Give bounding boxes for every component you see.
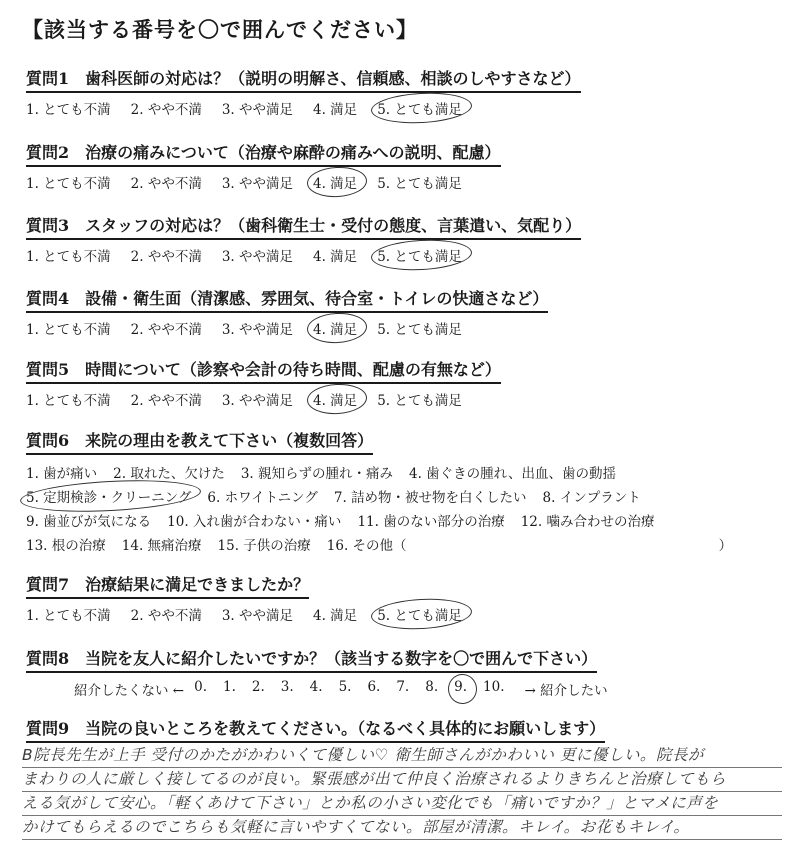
question-1 [26,66,786,118]
question-4 [26,286,786,338]
question-title [26,66,581,93]
option-4[interactable]: 4. 歯ぐきの腫れ、出血、歯の動揺 [409,466,616,482]
scale-1[interactable]: 1. [223,679,236,695]
question-title [26,572,309,599]
scale-3[interactable]: 3. [280,679,294,695]
option-list [26,604,786,624]
option-5[interactable]: 5. 定期検診・クリーニング [26,486,191,506]
option-3[interactable]: 3. やや満足 [221,102,294,118]
question-text: 時間について（診察や会計の待ち時間、配慮の有無など） [85,360,501,379]
option-10[interactable]: 10. 入れ歯が合わない・痛い [167,514,342,530]
option-5[interactable]: 5. とても満足 [377,393,462,409]
option-list [26,318,786,338]
other-close-paren: ） [718,538,733,554]
option-2[interactable]: 2. やや不満 [130,322,202,338]
option-5[interactable]: 5. とても満足 [377,176,462,192]
option-5[interactable]: 5. とても満足 [377,322,462,338]
question-title [26,286,548,313]
option-row [26,484,786,508]
page-header: 【該当する番号を〇で囲んでください】 [22,17,418,42]
question-text: 治療の痛みについて（治療や麻酔の痛みへの説明、配慮） [85,143,501,162]
question-number: 質問4 [26,289,70,308]
option-4[interactable]: 4. 満足 [313,318,357,338]
question-number: 質問5 [26,360,70,379]
option-4[interactable]: 4. 満足 [313,608,358,624]
question-text: 当院を友人に紹介したいですか？（該当する数字を〇で囲んで下さい） [85,649,598,668]
option-3[interactable]: 3. 親知らずの腫れ・痛み [240,466,394,482]
scale-5[interactable]: 5. [338,679,352,695]
question-5 [26,357,786,409]
option-2[interactable]: 2. 取れた、欠けた [113,466,225,482]
answer-line: まわりの人に厳しく接してるのが良い。緊張感が出て仲良く治療されるよりきちんと治療してもら [22,768,782,792]
question-title [26,646,597,673]
answer-line: B院長先生が上手 受付のかたがかわいくて優しい♡ 衛生師さんがかわいい 更に優しい。院長が [22,744,782,768]
option-list [26,389,786,409]
question-text: 設備・衛生面（清潔感、雰囲気、待合室・トイレの快適さなど） [85,289,549,308]
option-3[interactable]: 3. やや満足 [221,249,294,265]
question-6 [26,428,786,556]
option-5[interactable]: 5. とても満足 [377,245,462,265]
scale-7[interactable]: 7. [396,679,410,695]
option-2[interactable]: 2. やや不満 [130,608,202,624]
question-number: 質問7 [26,575,70,594]
option-6[interactable]: 6. ホワイトニング [207,490,318,506]
question-title [26,716,605,743]
option-list [26,172,786,192]
question-text: スタッフの対応は？（歯科衛生士・受付の態度、言葉遣い、気配り） [85,216,582,235]
option-2[interactable]: 2. やや不満 [130,249,202,265]
question-number: 質問6 [26,431,70,450]
question-number: 質問3 [26,216,70,235]
option-9[interactable]: 9. 歯並びが気になる [26,514,152,530]
option-14[interactable]: 14. 無痛治療 [121,538,202,554]
option-12[interactable]: 12. 噛み合わせの治療 [520,514,655,530]
option-2[interactable]: 2. やや不満 [130,102,202,118]
option-1[interactable]: 1. 歯が痛い [26,466,98,482]
scale-0[interactable]: 0. [194,679,207,695]
question-8 [26,646,786,699]
option-1[interactable]: 1. とても不満 [26,608,111,624]
question-9 [26,716,786,743]
option-4[interactable]: 4. 満足 [313,389,357,409]
question-number: 質問2 [26,143,70,162]
question-number: 質問1 [26,69,70,88]
scale-10[interactable]: 10. [483,679,505,695]
scale-9[interactable]: 9. [454,679,467,699]
option-2[interactable]: 2. やや不満 [130,176,202,192]
option-3[interactable]: 3. やや満足 [221,393,294,409]
handwritten-answer[interactable] [22,744,782,840]
option-5[interactable]: 5. とても満足 [377,604,462,624]
option-2[interactable]: 2. やや不満 [130,393,202,409]
question-title [26,357,501,384]
option-list [26,98,786,118]
scale-8[interactable]: 8. [425,679,439,695]
option-8[interactable]: 8. インプラント [542,490,641,506]
question-7 [26,572,786,624]
option-row [26,532,786,556]
rating-scale [26,679,786,699]
option-row [26,508,786,532]
option-3[interactable]: 3. やや満足 [221,322,294,338]
option-13[interactable]: 13. 根の治療 [26,538,106,554]
option-15[interactable]: 15. 子供の治療 [217,538,311,554]
scale-6[interactable]: 6. [367,679,381,695]
scale-left-label: 紹介したくない ← [74,683,185,699]
question-title [26,140,501,167]
option-16[interactable]: 16. その他（ [326,538,407,554]
answer-line: かけてもらえるのでこちらも気軽に言いやすくてない。部屋が清潔。キレイ。お花もキレイ。 [22,816,782,840]
option-1[interactable]: 1. とても不満 [26,249,111,265]
option-1[interactable]: 1. とても不満 [26,322,111,338]
question-2 [26,140,786,192]
question-text: 歯科医師の対応は？（説明の明解さ、信頼感、相談のしやすさなど） [85,69,581,88]
option-1[interactable]: 1. とても不満 [26,393,111,409]
scale-4[interactable]: 4. [309,679,323,695]
question-text: 治療結果に満足できましたか？ [85,575,310,594]
scale-right-label: → 紹介したい [524,683,608,699]
option-1[interactable]: 1. とても不満 [26,176,111,192]
question-3 [26,213,786,265]
answer-line: える気がして安心。「軽くあけて下さい」とか私の小さい変化でも「痛いですか？」とマメに声を [22,792,782,816]
option-grid [26,460,786,556]
question-text: 当院の良いところを教えてください。（なるべく具体的にお願いします） [85,719,606,738]
question-number: 質問8 [26,649,70,668]
option-7[interactable]: 7. 詰め物・被せ物を白くしたい [333,490,527,506]
option-4[interactable]: 4. 満足 [313,172,357,192]
question-title [26,213,581,240]
question-number: 質問9 [26,719,70,738]
option-5[interactable]: 5. とても満足 [377,98,462,118]
option-3[interactable]: 3. やや満足 [221,608,294,624]
option-4[interactable]: 4. 満足 [313,249,358,265]
scale-2[interactable]: 2. [251,679,265,695]
option-1[interactable]: 1. とても不満 [26,102,111,118]
option-11[interactable]: 11. 歯のない部分の治療 [357,514,505,530]
option-3[interactable]: 3. やや満足 [221,176,294,192]
question-text: 来院の理由を教えて下さい（複数回答） [85,431,374,450]
question-title [26,428,373,455]
option-4[interactable]: 4. 満足 [313,102,358,118]
option-list [26,245,786,265]
